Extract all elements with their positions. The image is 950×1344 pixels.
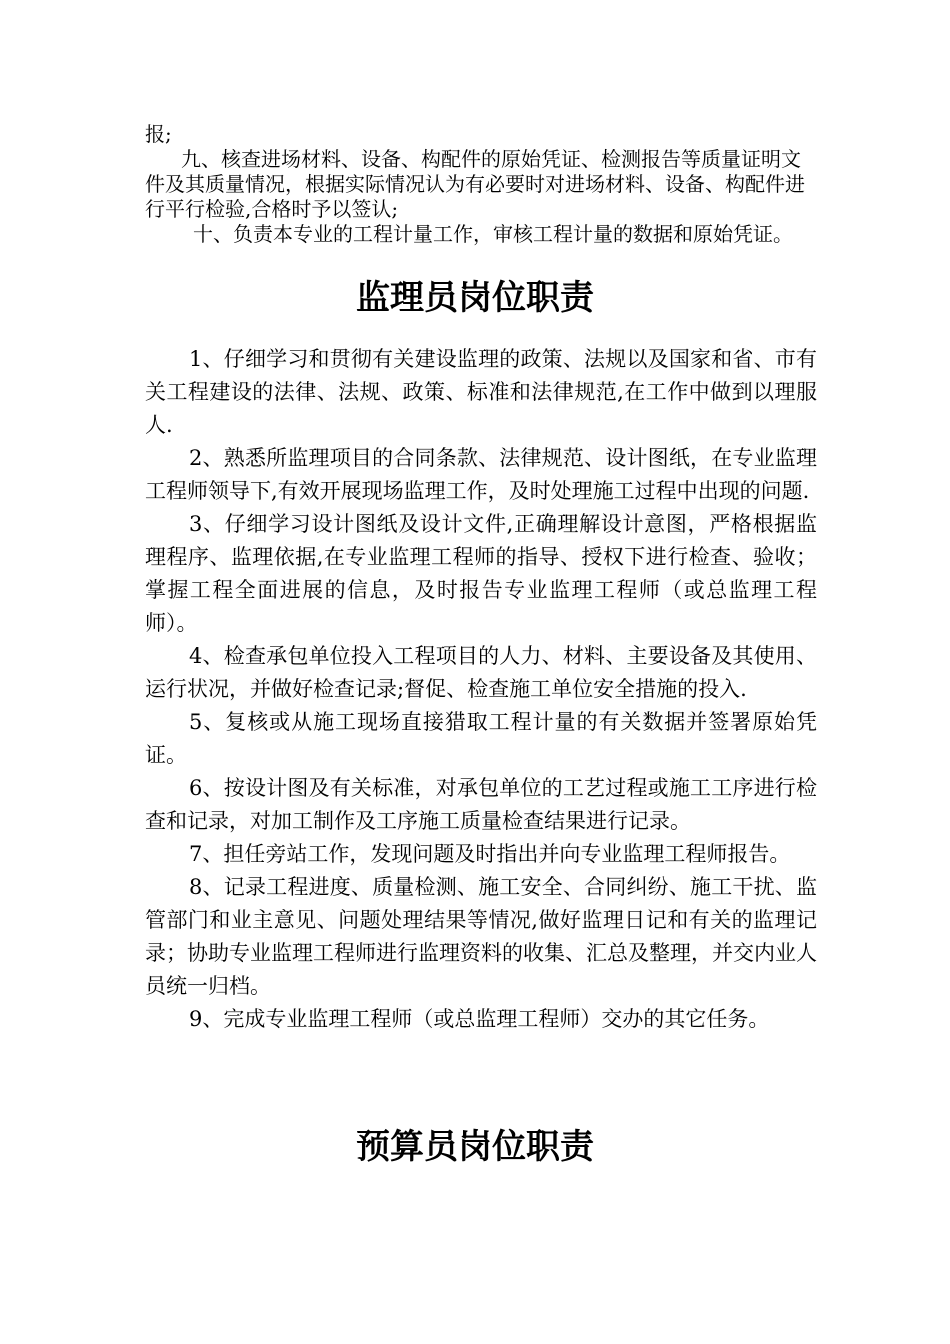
- duty-item-1: 1、仔细学习和贯彻有关建设监理的政策、法规以及国家和省、市有关工程建设的法律、法规、政策、标准和法律规范,在工作中做到以理服人.: [145, 347, 817, 437]
- duty-item-6: 6、按设计图及有关标准，对承包单位的工艺过程或施工工序进行检查和记录，对加工制作及工序施工质量检查结果进行记录。: [145, 776, 817, 833]
- text-line-bao: 报;: [145, 122, 172, 146]
- duty-item-9: 9、完成专业监理工程师（或总监理工程师）交办的其它任务。: [189, 1007, 770, 1031]
- duty-item-4: 4、检查承包单位投入工程项目的人力、材料、主要设备及其使用、运行状况，并做好检查记录;督促、检查施工单位安全措施的投入.: [145, 644, 817, 701]
- supervisor-duties-list: [145, 343, 817, 1036]
- duty-item-2: 2、熟悉所监理项目的合同条款、法律规范、设计图纸，在专业监理工程师领导下,有效开展现场监理工作，及时处理施工过程中出现的问题.: [145, 446, 817, 503]
- previous-section-tail: [145, 122, 815, 247]
- section-title-supervisor: 监理员岗位职责: [356, 278, 594, 318]
- duty-item-5: 5、复核或从施工现场直接猎取工程计量的有关数据并签署原始凭证。: [145, 710, 817, 767]
- duty-item-7: 7、担任旁站工作，发现问题及时指出并向专业监理工程师报告。: [189, 842, 791, 866]
- section-title-budget: 预算员岗位职责: [356, 1127, 594, 1167]
- item-ten: 十、负责本专业的工程计量工作，审核工程计量的数据和原始凭证。: [193, 222, 793, 246]
- item-nine: 九、核查进场材料、设备、构配件的原始凭证、检测报告等质量证明文件及其质量情况，根据实际情况认为有必要时对进场材料、设备、构配件进行平行检验,合格时予以签认;: [145, 147, 805, 221]
- duty-item-8: 8、记录工程进度、质量检测、施工安全、合同纠纷、施工干扰、监管部门和业主意见、问题处理结果等情况,做好监理日记和有关的监理记录；协助专业监理工程师进行监理资料的收集、汇总及整理，并交内业人员统一归档。: [145, 875, 817, 998]
- duty-item-3: 3、仔细学习设计图纸及设计文件,正确理解设计意图，严格根据监理程序、监理依据,在专业监理工程师的指导、授权下进行检查、验收；掌握工程全面进展的信息，及时报告专业监理工程师（或总监理工程师）。: [145, 512, 817, 635]
